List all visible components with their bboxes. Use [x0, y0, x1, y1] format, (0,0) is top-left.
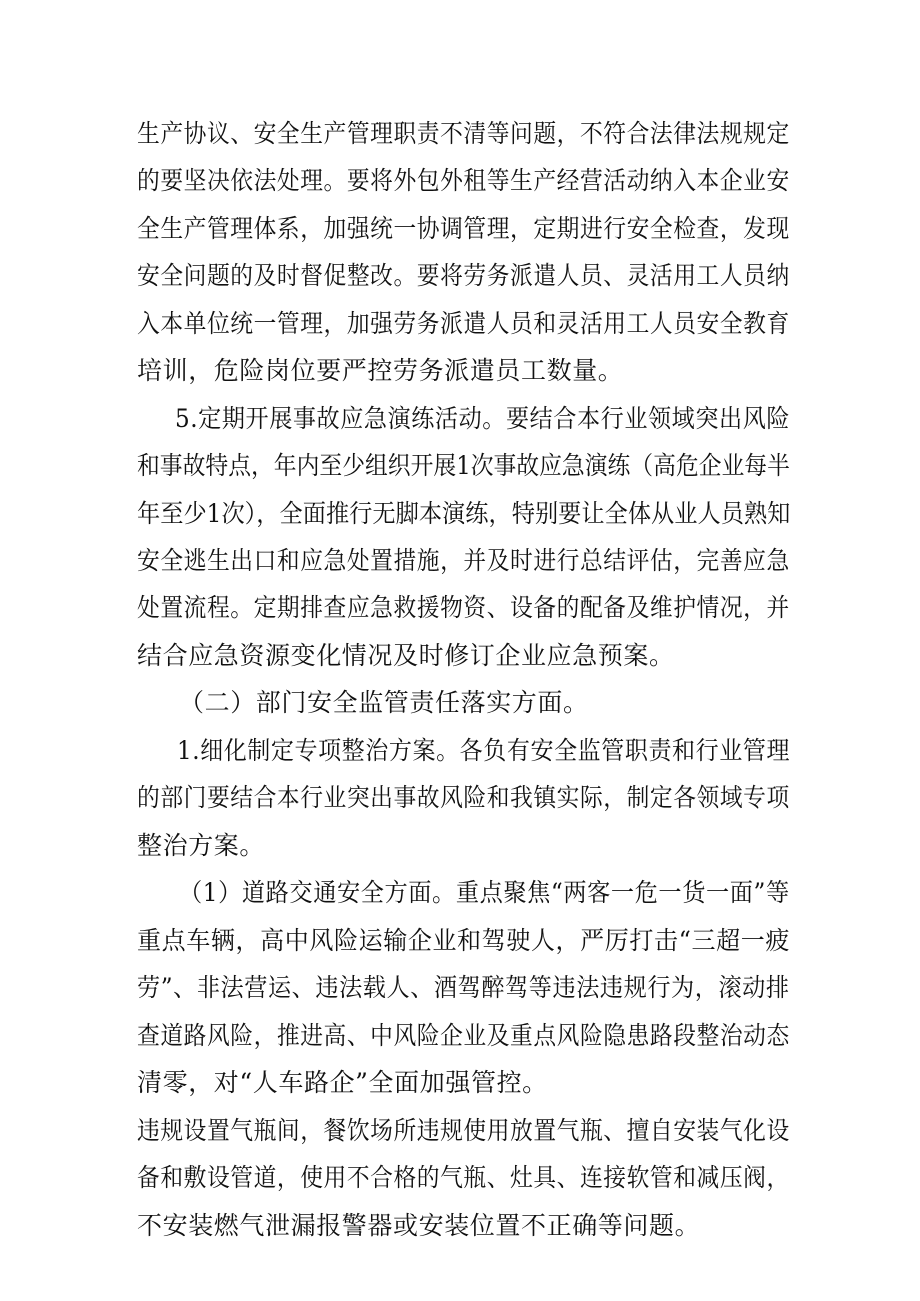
text-line: 安全问题的及时督促整改。要将劳务派遣人员、灵活用工人员纳	[137, 261, 790, 290]
text-line: 处置流程。定期排查应急救援物资、设备的配备及维护情况，并	[137, 593, 790, 622]
text-line: 和事故特点，年内至少组织开展1次事故应急演练（高危企业每半	[137, 451, 790, 480]
text-line: 的部门要结合本行业突出事故风险和我镇实际，制定各领域专项	[137, 783, 790, 812]
text-line: 查道路风险，推进高、中风险企业及重点风险隐患路段整治动态	[137, 1021, 790, 1050]
text-line: 5.定期开展事故应急演练活动。要结合本行业领域突出风险	[175, 404, 791, 433]
text-line: 安全逃生出口和应急处置措施，并及时进行总结评估，完善应急	[137, 546, 790, 575]
text-line: 重点车辆，高中风险运输企业和驾驶人，严厉打击“三超一疲	[137, 926, 790, 955]
text-line: 的要坚决依法处理。要将外包外租等生产经营活动纳入本企业安	[137, 166, 790, 195]
text-line: 清零，对“人车路企”全面加强管控。	[137, 1068, 548, 1097]
text-line: 结合应急资源变化情况及时修订企业应急预案。	[137, 641, 675, 670]
text-line: 入本单位统一管理，加强劳务派遣人员和灵活用工人员安全教育	[137, 309, 790, 338]
text-line: （1）道路交通安全方面。重点聚焦“两客一危一货一面”等	[179, 878, 790, 907]
text-line: 劳”、非法营运、违法载人、酒驾醉驾等违法违规行为，滚动排	[137, 973, 790, 1002]
text-line: 违规设置气瓶间，餐饮场所违规使用放置气瓶、擅自安装气化设	[137, 1116, 790, 1145]
text-line: 备和敷设管道，使用不合格的气瓶、灶具、连接软管和减压阀，	[137, 1163, 790, 1192]
text-line: 培训，危险岗位要严控劳务派遣员工数量。	[137, 356, 624, 385]
section-heading: （二）部门安全监管责任落实方面。	[179, 688, 589, 717]
text-line: 整治方案。	[137, 831, 266, 860]
text-line: 生产协议、安全生产管理职责不清等问题，不符合法律法规规定	[137, 119, 790, 148]
text-line: 年至少1次），全面推行无脚本演练，特别要让全体从业人员熟知	[137, 499, 791, 528]
text-line: 全生产管理体系，加强统一协调管理，定期进行安全检查，发现	[137, 214, 790, 243]
text-line: 1.细化制定专项整治方案。各负有安全监管职责和行业管理	[177, 736, 791, 765]
text-line: 不安装燃气泄漏报警器或安装位置不正确等问题。	[137, 1211, 701, 1240]
